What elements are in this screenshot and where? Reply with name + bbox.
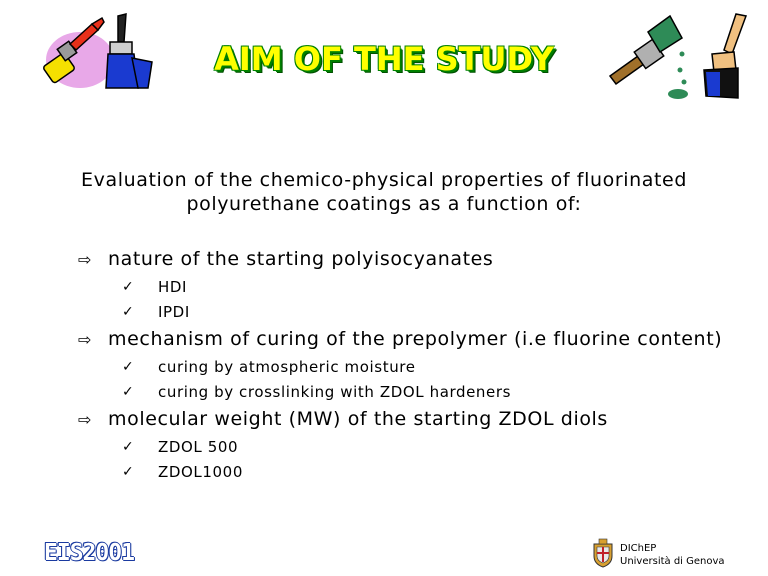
intro-text [60, 168, 708, 216]
intro-line-2: polyurethane coatings as a function of: [186, 193, 582, 215]
university-seal-icon [592, 538, 614, 568]
sub-item [78, 379, 738, 404]
checkmark-icon: ✓ [122, 438, 134, 455]
sub-item [78, 434, 738, 459]
slide-title: AIM OF THE STUDY [214, 40, 554, 78]
intro-line-1: Evaluation of the chemico-physical properties of fluorinated [81, 169, 687, 191]
bullet-item [78, 404, 738, 434]
arrow-bullet-icon: ⇨ [78, 329, 92, 349]
sub-item-text: ZDOL1000 [158, 462, 243, 481]
university-name: Università di Genova [620, 556, 725, 567]
bullet-list [78, 244, 738, 484]
sub-item [78, 299, 738, 324]
bullet-text: mechanism of curing of the prepolymer (i.e fluorine content) [108, 328, 723, 350]
checkmark-icon: ✓ [122, 463, 134, 480]
checkmark-icon: ✓ [122, 383, 134, 400]
arrow-bullet-icon: ⇨ [78, 409, 92, 429]
bullet-item [78, 244, 738, 274]
sub-item [78, 274, 738, 299]
checkmark-icon: ✓ [122, 303, 134, 320]
sub-item-text: ZDOL 500 [158, 437, 239, 456]
conference-logo: EIS2001 [44, 540, 134, 566]
department-name: DIChEP [620, 543, 657, 554]
sub-item-text: HDI [158, 277, 188, 296]
department-credit [620, 542, 725, 568]
bullet-text: nature of the starting polyisocyanates [108, 248, 494, 270]
sub-item [78, 354, 738, 379]
sub-item-text: curing by atmospheric moisture [158, 357, 416, 376]
checkmark-icon: ✓ [122, 358, 134, 375]
sub-item-text: IPDI [158, 302, 190, 321]
sub-item [78, 459, 738, 484]
bullet-item [78, 324, 738, 354]
checkmark-icon: ✓ [122, 278, 134, 295]
arrow-bullet-icon: ⇨ [78, 249, 92, 269]
bullet-text: molecular weight (MW) of the starting ZDOL diols [108, 408, 608, 430]
sub-item-text: curing by crosslinking with ZDOL hardeners [158, 382, 512, 401]
